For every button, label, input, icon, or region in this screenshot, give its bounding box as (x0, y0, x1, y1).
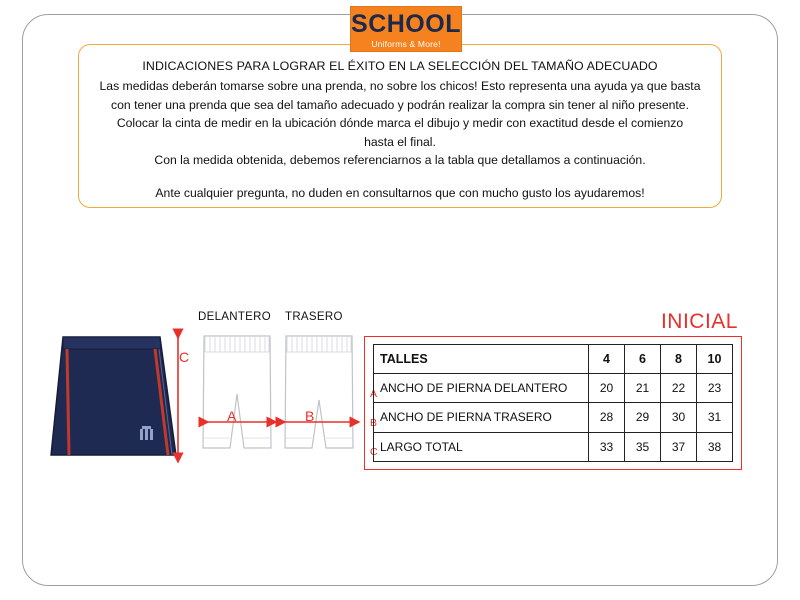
row-label-front-leg-width: ANCHO DE PIERNA DELANTERO (374, 374, 589, 403)
cell-r1-c2: 30 (661, 403, 697, 432)
instructions-line-4: hasta el final. (364, 134, 436, 149)
brand-logo-title: SCHOOL (351, 10, 461, 38)
header-size-8: 8 (661, 345, 697, 374)
size-table-panel (364, 336, 742, 470)
row-tag-b: B (370, 417, 378, 429)
cell-r2-c2: 37 (661, 432, 697, 461)
table-row (374, 403, 733, 432)
dimension-label-c: C (179, 349, 190, 365)
cell-r0-c0: 20 (589, 374, 625, 403)
table-header-row (374, 345, 733, 374)
row-tag-c: C (370, 446, 378, 458)
table-row (374, 374, 733, 403)
cell-r0-c3: 23 (697, 374, 733, 403)
instructions-line-1: Las medidas deberán tomarse sobre una prenda, no sobre los chicos! Esto representa una ayuda ya que basta (99, 79, 701, 93)
dimension-label-a: A (227, 408, 237, 424)
instructions-line-5: Con la medida obtenida, debemos referenciarnos a la tabla que detallamos a continuación. (154, 153, 646, 167)
section-heading: INICIAL (660, 310, 738, 333)
instructions-line-2: con tener una prenda que sea del tamaño adecuado y podrán realizar la compra sin tener al niño presente. (111, 97, 689, 112)
cell-r1-c0: 28 (589, 403, 625, 432)
header-size-10: 10 (697, 345, 733, 374)
row-label-back-leg-width: ANCHO DE PIERNA TRASERO (374, 403, 589, 432)
brand-logo (350, 6, 462, 52)
cell-r1-c3: 31 (697, 403, 733, 432)
header-size-6: 6 (625, 345, 661, 374)
instructions-panel (78, 44, 722, 208)
dimension-label-b: B (305, 408, 315, 424)
cell-r2-c3: 38 (697, 432, 733, 461)
back-shorts-illustration (280, 328, 358, 478)
row-label-total-length: LARGO TOTAL (374, 432, 589, 461)
measure-arrow-a (198, 412, 278, 432)
instructions-line-6: Ante cualquier pregunta, no duden en consultarnos que con mucho gusto los ayudaremos! (155, 185, 645, 200)
instructions-spacer (89, 170, 711, 184)
instructions-line-3: Colocar la cinta de medir en la ubicación dónde marca el dibujo y medir con exactitud desde el comienzo (116, 116, 684, 130)
table-row (374, 432, 733, 461)
front-shorts-illustration (198, 328, 276, 478)
measure-arrow-b (275, 412, 361, 432)
back-view-label: TRASERO (285, 311, 343, 323)
measure-arrow-c (168, 326, 192, 466)
front-view-label: DELANTERO (198, 311, 271, 323)
size-table (373, 344, 733, 462)
row-tag-a: A (370, 388, 378, 400)
instructions-title: INDICACIONES PARA LOGRAR EL ÉXITO EN LA SELECCIÓN DEL TAMAÑO ADECUADO (142, 59, 658, 73)
cell-r2-c0: 33 (589, 432, 625, 461)
header-size-4: 4 (589, 345, 625, 374)
brand-logo-tagline: Uniforms & More! (371, 39, 441, 49)
cell-r1-c1: 29 (625, 403, 661, 432)
cell-r2-c1: 35 (625, 432, 661, 461)
cell-r0-c1: 21 (625, 374, 661, 403)
header-talles: TALLES (374, 345, 589, 374)
cell-r0-c2: 22 (661, 374, 697, 403)
